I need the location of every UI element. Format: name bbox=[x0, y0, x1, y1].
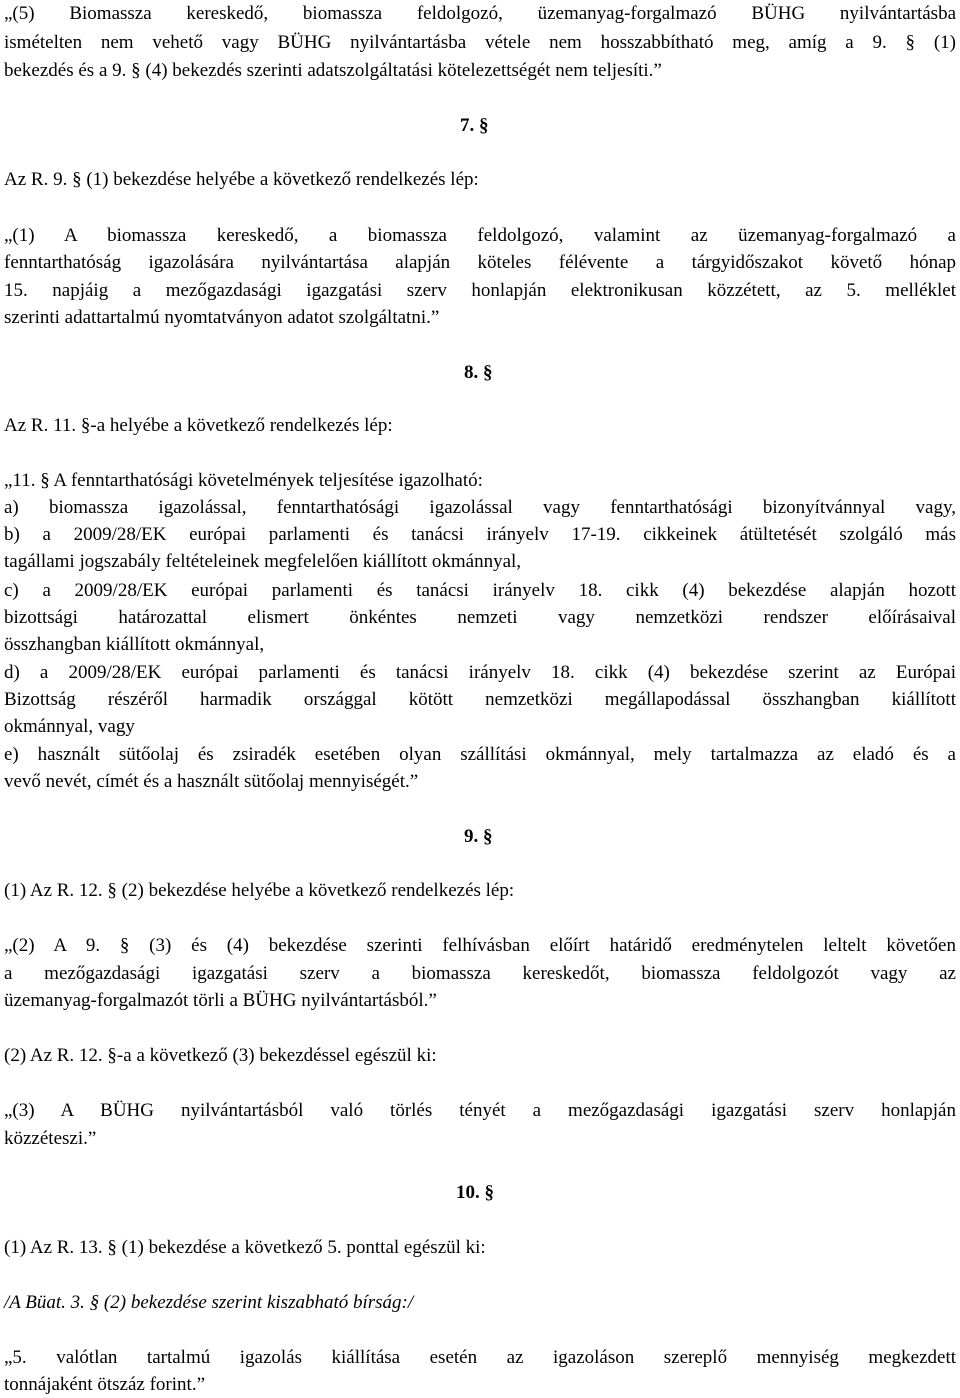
text-line: összhangban kiállított okmánnyal, bbox=[4, 634, 265, 655]
text-line: bizottsági határozattal elismert önkéntes nemzeti vagy nemzetközi rendszer előírásaival bbox=[4, 607, 956, 628]
text-line: e) használt sütőolaj és zsiradék esetében olyan szállítási okmánnyal, mely tartalmazza az eladó és a bbox=[4, 744, 956, 765]
text-line: „5. valótlan tartalmú igazolás kiállítása esetén az igazoláson szereplő mennyiség megkezdett bbox=[4, 1347, 956, 1368]
text-line: „(5) Biomassza kereskedő, biomassza feldolgozó, üzemanyag-forgalmazó BÜHG nyilvántartásba bbox=[4, 3, 956, 24]
section-heading-10: 10. § bbox=[456, 1182, 494, 1203]
text-line: a mezőgazdasági igazgatási szerv a biomassza kereskedőt, biomassza feldolgozót vagy az bbox=[4, 963, 956, 984]
text-line: üzemanyag-forgalmazót törli a BÜHG nyilvántartásból.” bbox=[4, 990, 437, 1011]
text-line: bekezdés és a 9. § (4) bekezdés szerinti adatszolgáltatási kötelezettségét nem teljesíti.” bbox=[4, 60, 662, 81]
section-heading-7: 7. § bbox=[460, 115, 489, 136]
text-line: (1) Az R. 13. § (1) bekezdése a következő 5. ponttal egészül ki: bbox=[4, 1237, 486, 1258]
text-line: a) biomassza igazolással, fenntarthatósági igazolással vagy fenntarthatósági bizonyítvánnyal vagy, bbox=[4, 497, 956, 518]
text-line: „(3) A BÜHG nyilvántartásból való törlés tényét a mezőgazdasági igazgatási szerv honlapján bbox=[4, 1100, 956, 1121]
text-line: Az R. 11. §-a helyébe a következő rendelkezés lép: bbox=[4, 415, 393, 436]
italic-note: /A Büat. 3. § (2) bekezdése szerint kiszabható bírság:/ bbox=[4, 1292, 414, 1313]
text-line: fenntarthatóság igazolására nyilvántartása alapján köteles félévente a tárgyidőszakot követő hónap bbox=[4, 252, 956, 273]
text-line: „11. § A fenntarthatósági követelmények teljesítése igazolható: bbox=[4, 470, 483, 491]
text-line: „(2) A 9. § (3) és (4) bekezdése szerinti felhívásban előírt határidő eredménytelen leltelt követően bbox=[4, 935, 956, 956]
text-line: 15. napjáig a mezőgazdasági igazgatási szerv honlapján elektronikusan közzétett, az 5. melléklet bbox=[4, 280, 956, 301]
text-line: közzéteszi.” bbox=[4, 1128, 97, 1149]
text-line: szerinti adattartalmú nyomtatványon adatot szolgáltatni.” bbox=[4, 307, 440, 328]
text-line: vevő nevét, címét és a használt sütőolaj mennyiségét.” bbox=[4, 771, 419, 792]
text-line: Az R. 9. § (1) bekezdése helyébe a következő rendelkezés lép: bbox=[4, 169, 479, 190]
text-line: „(1) A biomassza kereskedő, a biomassza feldolgozó, valamint az üzemanyag-forgalmazó a bbox=[4, 225, 956, 246]
text-line: tagállami jogszabály feltételeinek megfelelően kiállított okmánnyal, bbox=[4, 551, 522, 572]
section-heading-8: 8. § bbox=[464, 362, 493, 383]
text-line: ismételten nem vehető vagy BÜHG nyilvántartásba vétele nem hosszabbítható meg, amíg a 9. § (1) bbox=[4, 32, 956, 53]
text-line: Bizottság részéről harmadik országgal kötött nemzetközi megállapodással összhangban kiállított bbox=[4, 689, 956, 710]
text-line: okmánnyal, vagy bbox=[4, 716, 135, 737]
section-heading-9: 9. § bbox=[464, 826, 493, 847]
text-line: c) a 2009/28/EK európai parlamenti és tanácsi irányelv 18. cikk (4) bekezdése alapján hozott bbox=[4, 580, 956, 601]
text-line: (2) Az R. 12. §-a a következő (3) bekezdéssel egészül ki: bbox=[4, 1045, 437, 1066]
text-line: b) a 2009/28/EK európai parlamenti és tanácsi irányelv 17-19. cikkeinek átültetését szolgáló más bbox=[4, 524, 956, 545]
text-line: (1) Az R. 12. § (2) bekezdése helyébe a következő rendelkezés lép: bbox=[4, 880, 515, 901]
text-line: d) a 2009/28/EK európai parlamenti és tanácsi irányelv 18. cikk (4) bekezdése szerint az Európai bbox=[4, 662, 956, 683]
text-line: tonnájaként ötszáz forint.” bbox=[4, 1374, 206, 1395]
